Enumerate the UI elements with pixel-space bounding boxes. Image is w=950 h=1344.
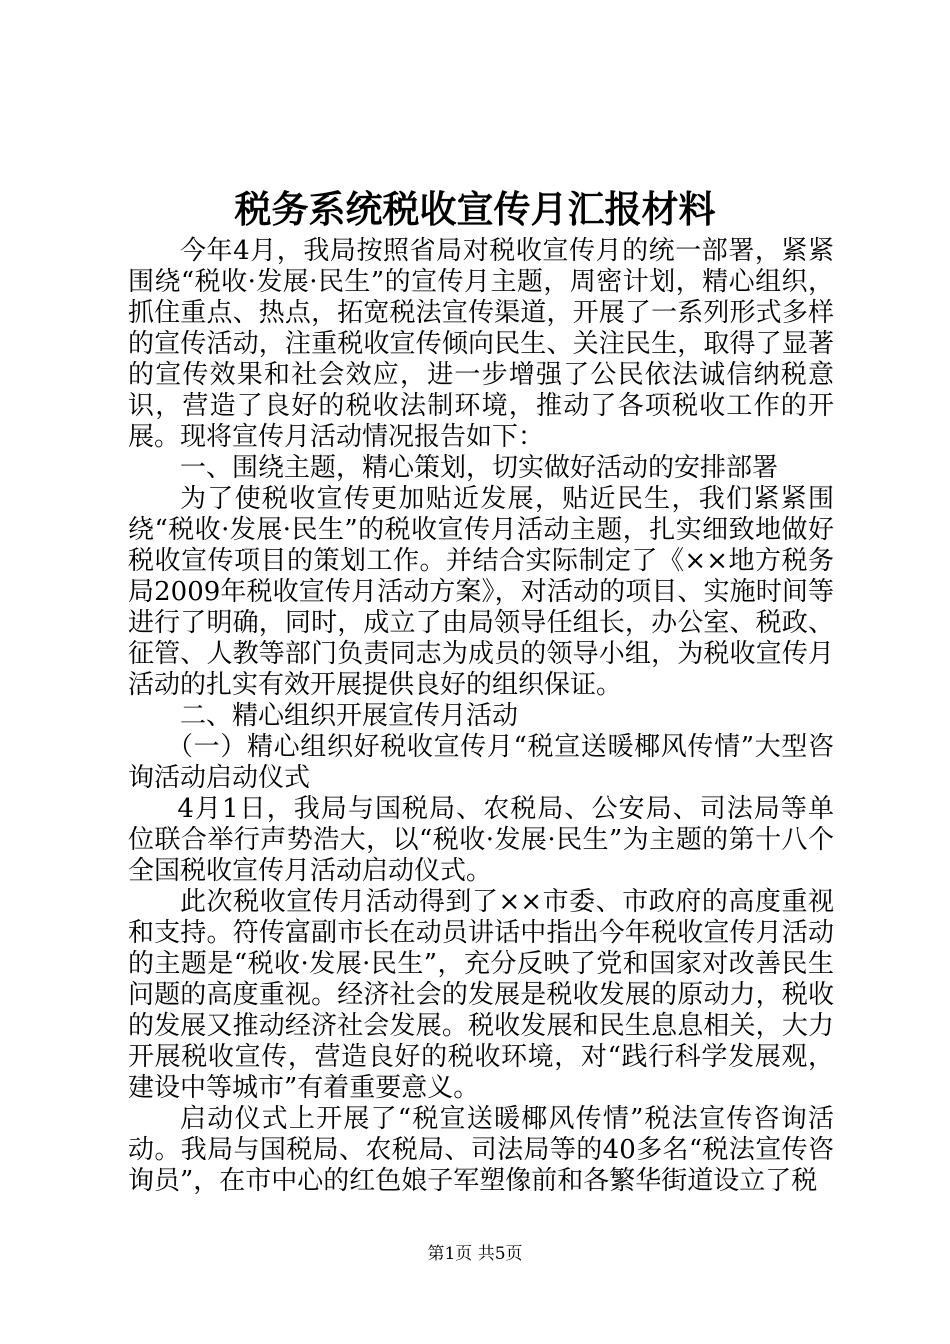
- paragraph-consultation: 启动仪式上开展了“税宣送暖椰风传情”税法宣传咨询活动。我局与国税局、农税局、司法局等的40多名“税法宣传咨询员”，在市中心的红色娘子军塑像前和各繁华街道设立了税: [128, 1104, 834, 1196]
- document-body: [128, 236, 834, 1197]
- section-heading-2: 二、精心组织开展宣传月活动: [180, 701, 519, 731]
- subsection-heading-1: （一）精心组织好税收宣传月“税宣送暖椰风传情”大型咨询活动启动仪式: [128, 732, 834, 793]
- paragraph-intro: 今年4月，我局按照省局对税收宣传月的统一部署，紧紧围绕“税收·发展·民生”的宣传月主题，周密计划，精心组织，抓住重点、热点，拓宽税法宣传渠道，开展了一系列形式多样的宣传活动，注重税收宣传倾向民生、关注民生，取得了显著的宣传效果和社会效应，进一步增强了公民依法诚信纳税意识，营造了良好的税收法制环境，推动了各项税收工作的开展。现将宣传月活动情况报告如下：: [128, 236, 834, 452]
- paragraph-city-support: 此次税收宣传月活动得到了××市委、市政府的高度重视和支持。符传富副市长在动员讲话中指出今年税收宣传月活动的主题是“税收·发展·民生”，充分反映了党和国家对改善民生问题的高度重视。经济社会的发展是税收发展的原动力，税收的发展又推动经济社会发展。税收发展和民生息息相关，大力开展税收宣传，营造良好的税收环境，对“践行科学发展观，建设中等城市”有着重要意义。: [128, 887, 834, 1103]
- section-heading-1: 一、围绕主题，精心策划，切实做好活动的安排部署: [180, 453, 779, 483]
- page-footer: 第1页 共5页: [427, 1244, 523, 1264]
- document-title: 税务系统税收宣传月汇报材料: [234, 187, 716, 231]
- paragraph-planning: 为了使税收宣传更加贴近发展，贴近民生，我们紧紧围绕“税收·发展·民生”的税收宣传月活动主题，扎实细致地做好税收宣传项目的策划工作。并结合实际制定了《××地方税务局2009年税收宣传月活动方案》，对活动的项目、实施时间等进行了明确，同时，成立了由局领导任组长，办公室、税政、征管、人教等部门负责同志为成员的领导小组，为税收宣传月活动的扎实有效开展提供良好的组织保证。: [128, 484, 834, 700]
- paragraph-launch-date: 4月1日，我局与国税局、农税局、公安局、司法局等单位联合举行声势浩大，以“税收·发展·民生”为主题的第十八个全国税收宣传月活动启动仪式。: [128, 794, 834, 886]
